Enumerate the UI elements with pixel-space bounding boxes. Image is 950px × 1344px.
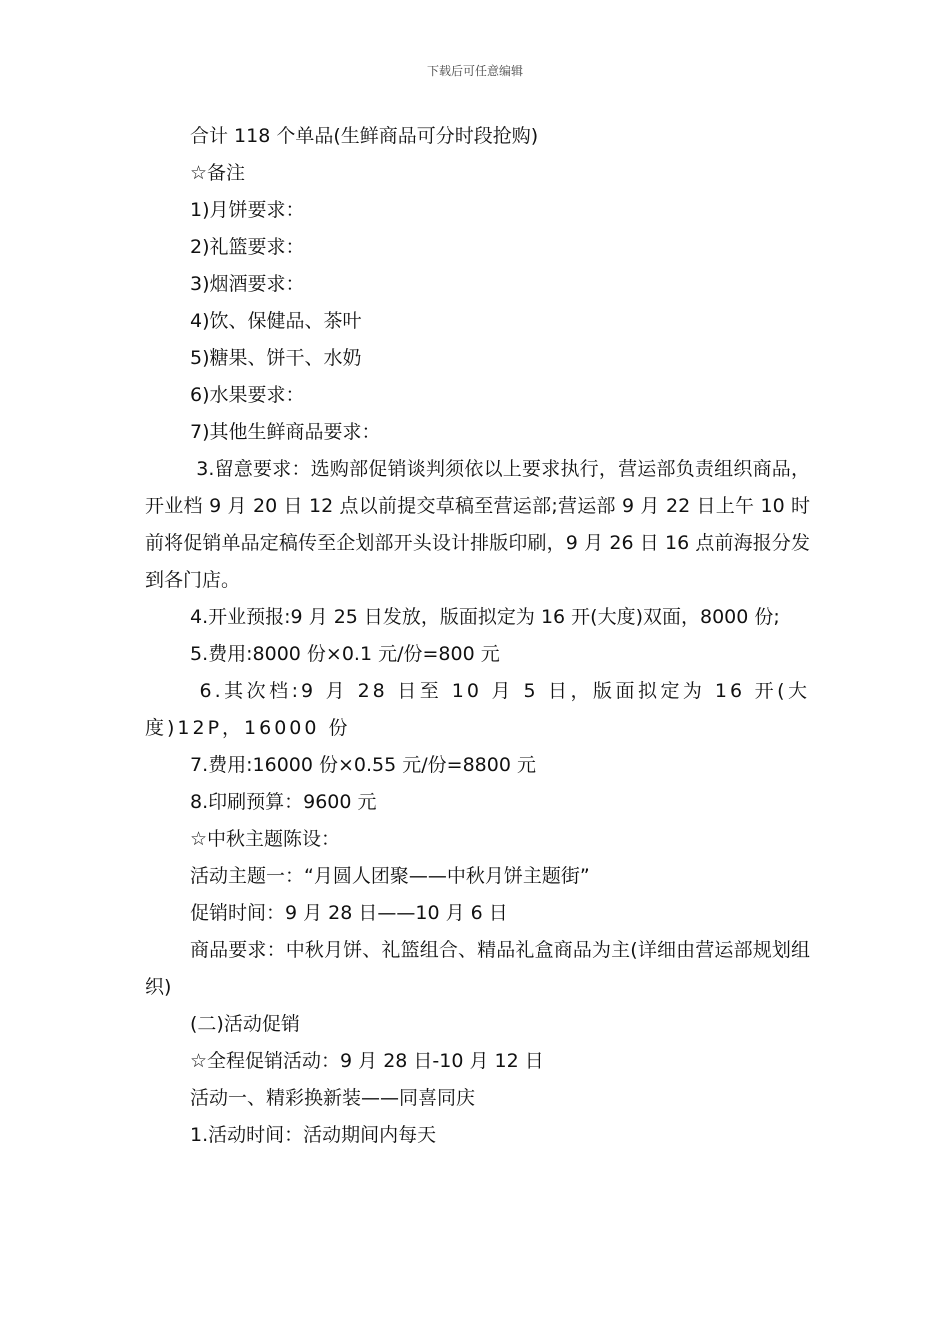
paragraph-mooncake-req: 1)月饼要求： [190,199,305,221]
paragraph-midautumn-heading: ☆中秋主题陈设： [190,828,341,850]
paragraph-notes-heading: ☆备注 [190,162,246,184]
paragraph-cost-1: 5.费用:8000 份×0.1 元/份=800 元 [190,643,500,665]
paragraph-total-items: 合计 118 个单品(生鲜商品可分时段抢购) [190,125,539,147]
paragraph-print-budget: 8.印刷预算：9600 元 [190,791,377,813]
paragraph-attention-req: 3.留意要求：选购部促销谈判须依以上要求执行，营运部负责组织商品，开业档 9 月 20 日 12 点以前提交草稿至营运部;营运部 9 月 22 日上午 10 时前将促销单品定稿传至企划部开头设计排版印刷，9 月 26 日 16 点前海报分发到各门店。 [145,458,810,591]
page-header: 下载后可任意编辑 [426,64,523,78]
paragraph-section-two: (二)活动促销 [190,1013,300,1035]
paragraph-fruit-req: 6)水果要求： [190,384,305,406]
paragraph-goods-req: 商品要求：中秋月饼、礼篮组合、精品礼盒商品为主(详细由营运部规划组织) [145,939,810,998]
paragraph-full-promo: ☆全程促销活动：9 月 28 日-10 月 12 日 [190,1050,544,1072]
paragraph-drinks: 4)饮、保健品、茶叶 [190,310,362,332]
document-body [145,118,810,1154]
paragraph-promo-time: 促销时间：9 月 28 日——10 月 6 日 [190,902,508,924]
paragraph-fresh-req: 7)其他生鲜商品要求： [190,421,381,443]
paragraph-tobacco-req: 3)烟酒要求： [190,273,305,295]
paragraph-activity-one: 活动一、精彩换新装——同喜同庆 [190,1087,476,1109]
paragraph-candy: 5)糖果、饼干、水奶 [190,347,362,369]
paragraph-giftbasket-req: 2)礼篮要求： [190,236,305,258]
paragraph-activity-time: 1.活动时间：活动期间内每天 [190,1124,437,1146]
paragraph-second-issue: 6.其次档:9 月 28 日至 10 月 5 日，版面拟定为 16 开(大度)12P，16000 份 [145,680,810,739]
paragraph-theme-one: 活动主题一：“月圆人团聚——中秋月饼主题街” [190,865,590,887]
paragraph-cost-2: 7.费用:16000 份×0.55 元/份=8800 元 [190,754,536,776]
paragraph-opening-preview: 4.开业预报:9 月 25 日发放，版面拟定为 16 开(大度)双面，8000 份; [190,606,780,628]
